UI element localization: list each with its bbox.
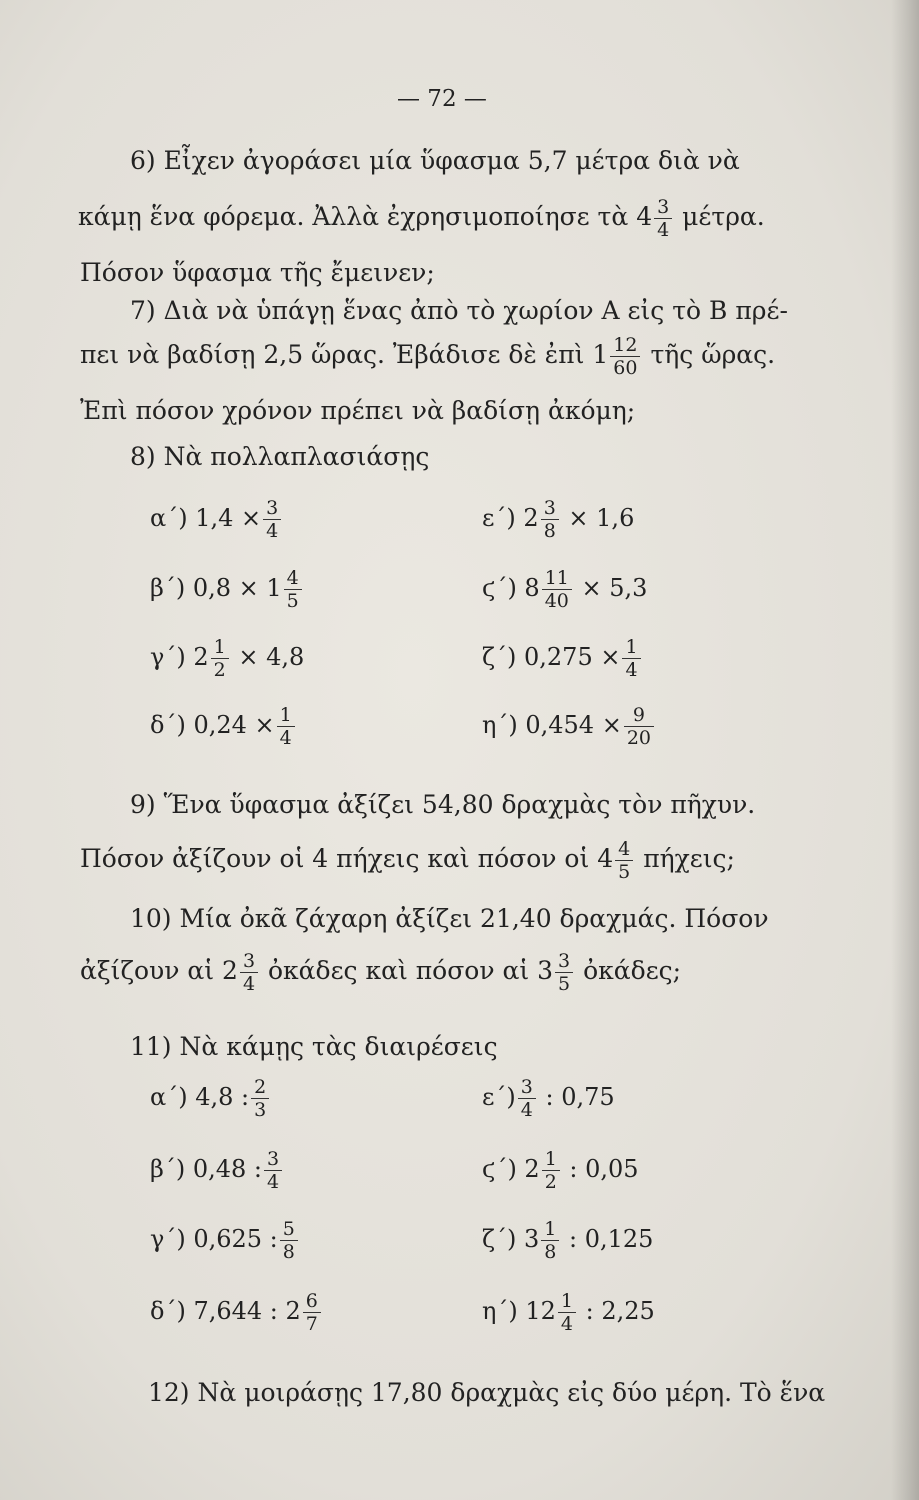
- problem-9-line-1: 9) Ἕνα ὕφασμα ἀξίζει 54,80 δραχμὰς τὸν πῆχυν.: [130, 790, 756, 819]
- fraction-numerator: 12: [613, 334, 638, 356]
- fraction: [542, 1148, 560, 1193]
- problem-8-item: [150, 636, 304, 681]
- problem-11-item: [150, 1148, 284, 1193]
- fraction-denominator: 8: [541, 1240, 559, 1263]
- fraction-denominator: 20: [624, 726, 654, 749]
- item-prefix: η΄) 12: [482, 1297, 556, 1325]
- item-prefix: ζ΄) 3: [482, 1225, 540, 1253]
- item-prefix: ϛ΄) 2: [482, 1155, 540, 1183]
- problem-8-item: [150, 567, 304, 612]
- fraction: [280, 1218, 298, 1263]
- fraction-denominator: 60: [610, 356, 640, 379]
- fraction: [610, 334, 640, 379]
- problem-6-line-3: Πόσον ὕφασμα τῆς ἔμεινεν;: [80, 258, 435, 287]
- fraction: [263, 497, 281, 542]
- item-suffix: : 0,75: [537, 1083, 615, 1111]
- problem-10-text-c: ὀκάδες;: [583, 956, 682, 985]
- fraction-denominator: 8: [280, 1240, 298, 1263]
- fraction-numerator: 9: [632, 704, 645, 726]
- problem-10-line-1: 10) Μία ὀκᾶ ζάχαρη ἀξίζει 21,40 δραχμάς. Πόσον: [130, 904, 769, 933]
- problem-8-item: [482, 567, 647, 612]
- fraction: [303, 1290, 321, 1335]
- problem-10-text-b: ὀκάδες καὶ πόσον αἱ 3: [267, 956, 554, 985]
- fraction: [541, 497, 559, 542]
- problem-6-text-b: μέτρα.: [682, 202, 765, 231]
- item-prefix: ϛ΄) 8: [482, 574, 540, 602]
- fraction-denominator: 5: [284, 589, 302, 612]
- fraction-numerator: 1: [560, 1290, 574, 1312]
- problem-9-text-b: πήχεις;: [643, 844, 735, 873]
- fraction-denominator: 4: [277, 726, 295, 749]
- fraction-denominator: 4: [240, 972, 258, 995]
- item-prefix: α΄) 4,8 :: [150, 1083, 250, 1111]
- item-prefix: ε΄) 2: [482, 504, 539, 532]
- item-suffix: : 0,125: [561, 1225, 654, 1253]
- problem-7-line-2: [80, 334, 775, 379]
- fraction-numerator: 6: [305, 1290, 318, 1312]
- problem-7-text-a: πει νὰ βαδίσῃ 2,5 ὥρας. Ἐβάδισε δὲ ἐπὶ 1: [80, 340, 609, 369]
- fraction-numerator: 1: [544, 1148, 557, 1170]
- problem-8-item: [482, 497, 634, 542]
- fraction: [558, 1290, 576, 1335]
- fraction-numerator: 3: [267, 1148, 280, 1170]
- fraction: [284, 567, 302, 612]
- fraction-numerator: 2: [254, 1076, 267, 1098]
- problem-8-item: [482, 704, 656, 749]
- problem-6-text-a: κάμῃ ἕνα φόρεμα. Ἀλλὰ ἐχρησιμοποίησε τὰ 4: [78, 202, 653, 231]
- problem-7-text-b: τῆς ὥρας.: [650, 340, 776, 369]
- fraction-numerator: 1: [213, 636, 226, 658]
- fraction-denominator: 7: [303, 1312, 321, 1335]
- fraction-numerator: 3: [543, 497, 556, 519]
- fraction-denominator: 3: [251, 1098, 269, 1121]
- problem-11-item: [482, 1076, 615, 1121]
- problem-6-line-2: [78, 196, 765, 241]
- fraction-denominator: 5: [555, 972, 573, 995]
- fraction: [542, 567, 572, 612]
- item-prefix: β΄) 0,48 :: [150, 1155, 263, 1183]
- problem-8-item: [150, 497, 283, 542]
- problem-11-item: [150, 1076, 271, 1121]
- fraction-denominator: 4: [558, 1312, 576, 1335]
- problem-11-item: [150, 1290, 323, 1335]
- fraction-denominator: 2: [542, 1170, 560, 1193]
- item-prefix: ε΄): [482, 1083, 516, 1111]
- fraction-numerator: 3: [657, 196, 670, 218]
- page-edge-shadow: [891, 0, 919, 1500]
- fraction-denominator: 4: [654, 218, 672, 241]
- fraction-denominator: 4: [622, 658, 640, 681]
- fraction-denominator: 4: [518, 1098, 536, 1121]
- fraction-numerator: 5: [282, 1218, 295, 1240]
- item-prefix: α΄) 1,4 ×: [150, 504, 262, 532]
- item-suffix: × 1,6: [560, 504, 635, 532]
- fraction: [654, 196, 672, 241]
- problem-8-item: [150, 704, 297, 749]
- page-number: — 72 —: [397, 86, 487, 112]
- fraction: [615, 838, 633, 883]
- fraction-denominator: 2: [211, 658, 229, 681]
- fraction-numerator: 3: [558, 950, 571, 972]
- item-prefix: β΄) 0,8 × 1: [150, 574, 282, 602]
- item-prefix: δ΄) 7,644 : 2: [150, 1297, 301, 1325]
- fraction-numerator: 1: [625, 636, 638, 658]
- fraction-numerator: 11: [544, 567, 569, 589]
- problem-9-text-a: Πόσον ἀξίζουν οἱ 4 πήχεις καὶ πόσον οἱ 4: [80, 844, 614, 873]
- fraction-numerator: 4: [286, 567, 299, 589]
- fraction-denominator: 4: [264, 1170, 282, 1193]
- fraction: [624, 704, 654, 749]
- item-prefix: γ΄) 2: [150, 643, 209, 671]
- problem-12-line-1: 12) Νὰ μοιράσῃς 17,80 δραχμὰς εἰς δύο μέρη. Τὸ ἕνα: [148, 1378, 826, 1407]
- fraction: [518, 1076, 536, 1121]
- fraction: [240, 950, 258, 995]
- problem-7-line-1: 7) Διὰ νὰ ὑπάγῃ ἕνας ἀπὸ τὸ χωρίον Α εἰς τὸ Β πρέ-: [130, 296, 788, 325]
- fraction-numerator: 3: [242, 950, 256, 972]
- problem-8-heading: 8) Νὰ πολλαπλασιάσῃς: [130, 442, 430, 471]
- problem-11-item: [482, 1148, 639, 1193]
- fraction-denominator: 4: [263, 519, 281, 542]
- fraction: [555, 950, 573, 995]
- problem-7-line-3: Ἐπὶ πόσον χρόνον πρέπει νὰ βαδίσῃ ἀκόμη;: [80, 396, 636, 425]
- fraction: [541, 1218, 559, 1263]
- item-prefix: ζ΄) 0,275 ×: [482, 643, 621, 671]
- item-prefix: η΄) 0,454 ×: [482, 711, 622, 739]
- problem-6-line-1: 6) Εἶχεν ἀγοράσει μία ὕφασμα 5,7 μέτρα διὰ νὰ: [130, 146, 740, 175]
- fraction-denominator: 5: [615, 860, 633, 883]
- item-prefix: δ΄) 0,24 ×: [150, 711, 275, 739]
- problem-9-line-2: [80, 838, 735, 883]
- fraction: [264, 1148, 282, 1193]
- item-suffix: : 0,05: [561, 1155, 639, 1183]
- item-suffix: : 2,25: [578, 1297, 655, 1325]
- fraction-numerator: 3: [520, 1076, 533, 1098]
- fraction: [277, 704, 295, 749]
- item-prefix: γ΄) 0,625 :: [150, 1225, 278, 1253]
- item-suffix: × 4,8: [230, 643, 305, 671]
- fraction: [622, 636, 640, 681]
- problem-11-heading: 11) Νὰ κάμῃς τὰς διαιρέσεις: [130, 1032, 498, 1061]
- problem-8-item: [482, 636, 643, 681]
- item-suffix: × 5,3: [573, 574, 648, 602]
- fraction: [211, 636, 229, 681]
- problem-10-line-2: [80, 950, 681, 995]
- problem-11-item: [482, 1290, 655, 1335]
- fraction-numerator: 1: [279, 704, 292, 726]
- problem-11-item: [150, 1218, 300, 1263]
- fraction-numerator: 1: [544, 1218, 557, 1240]
- fraction-denominator: 8: [541, 519, 559, 542]
- fraction-numerator: 3: [266, 497, 279, 519]
- problem-10-text-a: ἀξίζουν αἱ 2: [80, 956, 238, 985]
- fraction-numerator: 4: [618, 838, 631, 860]
- fraction-denominator: 40: [542, 589, 572, 612]
- fraction: [251, 1076, 269, 1121]
- problem-11-item: [482, 1218, 653, 1263]
